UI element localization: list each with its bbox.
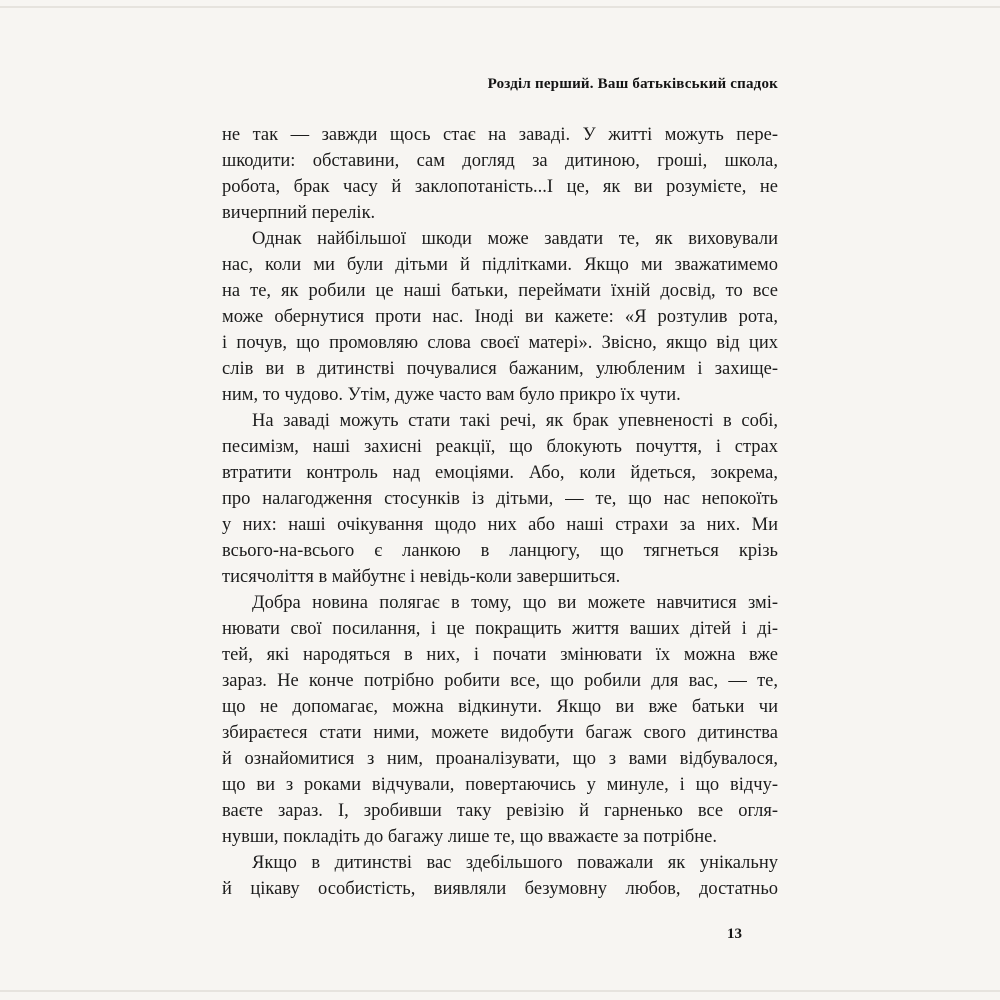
text-line: Однак найбільшої шкоди може завдати те, як виховували — [252, 229, 778, 249]
text-line: нювати свої посилання, і це покращить життя ваших дітей і ді- — [222, 619, 778, 639]
text-line: тисячоліття в майбутнє і невідь-коли завершиться. — [222, 567, 621, 587]
text-line: що ви з роками відчували, повертаючись у минуле, і що відчу- — [222, 775, 778, 795]
paragraph — [222, 226, 778, 408]
text-line: нувши, покладіть до багажу лише те, що вважаєте за потрібне. — [222, 827, 718, 847]
text-line: зараз. Не конче потрібно робити все, що робили для вас, — те, — [222, 671, 778, 691]
text-line: у них: наші очікування щодо них або наші страхи за них. Ми — [222, 515, 778, 535]
text-line: песимізм, наші захисні реакції, що блокують почуття, і страх — [222, 437, 778, 457]
text-line: ним, то чудово. Утім, дуже часто вам було прикро їх чути. — [222, 385, 681, 405]
text-block — [222, 122, 778, 902]
text-line: слів ви в дитинстві почувалися бажаним, улюбленим і захище- — [222, 359, 778, 379]
text-line: втратити контроль над емоціями. Або, коли йдеться, зокрема, — [222, 463, 778, 483]
text-line: що не допомагає, можна відкинути. Якщо ви вже батьки чи — [222, 697, 778, 717]
text-line: тей, які народяться в них, і почати змінювати їх можна вже — [222, 645, 778, 665]
paragraph — [222, 590, 778, 850]
paragraph — [222, 850, 778, 902]
paragraph — [222, 408, 778, 590]
text-line: робота, брак часу й заклопотаність...І це, як ви розумієте, не — [222, 177, 778, 197]
scan-edge-top — [0, 6, 1000, 8]
text-line: не так — завжди щось стає на заваді. У житті можуть пере- — [222, 125, 778, 145]
text-line: Якщо в дитинстві вас здебільшого поважали як унікальну — [252, 853, 778, 873]
text-line: вичерпний перелік. — [222, 203, 376, 223]
text-line: Добра новина полягає в тому, що ви можете навчитися змі- — [252, 593, 778, 613]
text-line: збираєтеся стати ними, можете видобути багаж свого дитинства — [222, 723, 778, 743]
text-line: всього-на-всього є ланкою в ланцюгу, що тягнеться крізь — [222, 541, 778, 561]
text-line: й цікаву особистість, виявляли безумовну любов, достатньо — [222, 879, 778, 899]
text-line: й ознайомитися з ним, проаналізувати, що з вами відбувалося, — [222, 749, 778, 769]
scan-edge-bottom — [0, 990, 1000, 992]
page-number: 13 — [727, 926, 742, 942]
text-line: нас, коли ми були дітьми й підлітками. Якщо ми зважатимемо — [222, 255, 778, 275]
text-line: може обернутися проти нас. Іноді ви кажете: «Я розтулив рота, — [222, 307, 778, 327]
text-line: на те, як робили це наші батьки, переймати їхній досвід, то все — [222, 281, 778, 301]
text-line: шкодити: обставини, сам догляд за дитиною, гроші, школа, — [222, 151, 778, 171]
text-line: ваєте зараз. І, зробивши таку ревізію й гарненько все огля- — [222, 801, 778, 821]
text-line: і почув, що промовляю слова своєї матері». Звісно, якщо від цих — [222, 333, 778, 353]
text-line: На заваді можуть стати такі речі, як брак упевненості в собі, — [252, 411, 778, 431]
text-line: про налагодження стосунків із дітьми, — те, що нас непокоїть — [222, 489, 778, 509]
running-head: Розділ перший. Ваш батьківський спадок — [487, 76, 778, 92]
paragraph — [222, 122, 778, 226]
